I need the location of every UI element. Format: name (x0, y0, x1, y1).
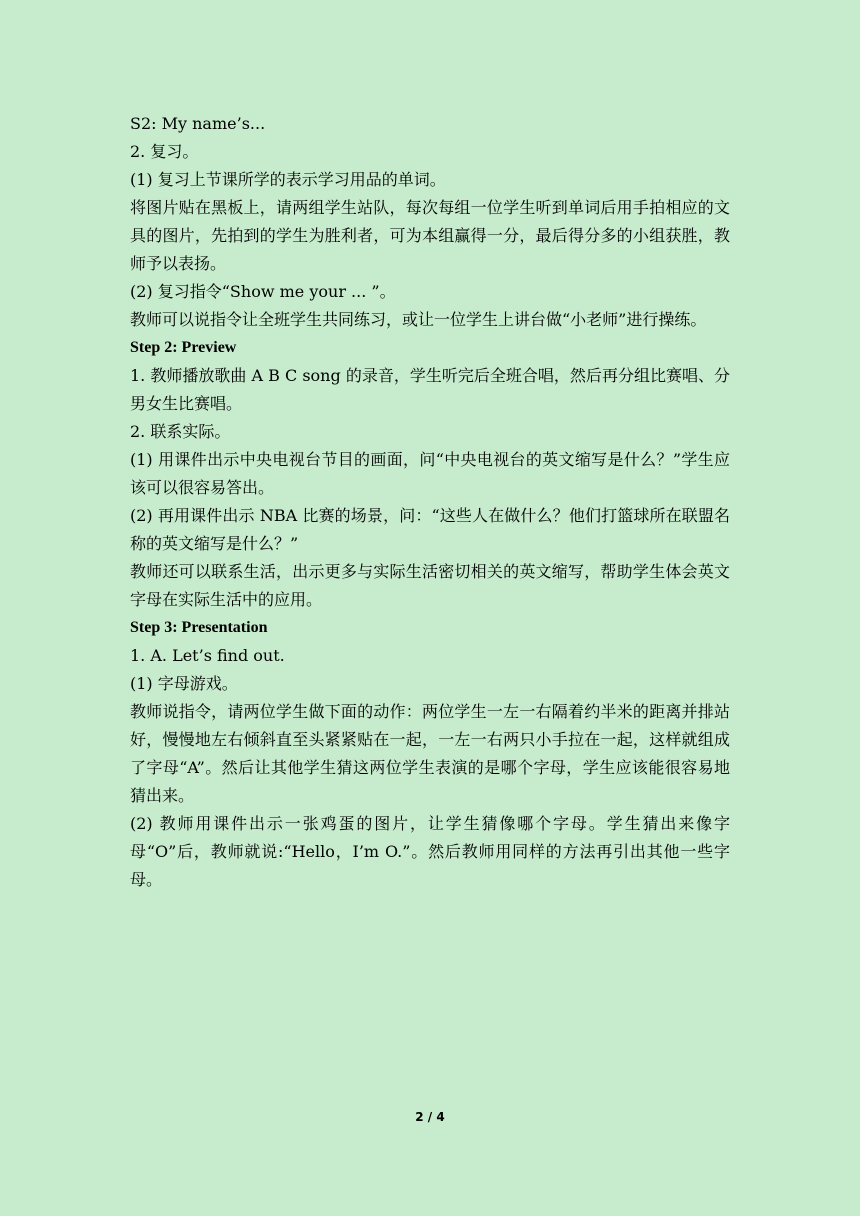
paragraph: 2. 复习。 (130, 142, 199, 161)
paragraph: (1) 用课件出示中央电视台节目的画面，问“中央电视台的英文缩写是什么？”学生应该可以很容易答出。 (130, 450, 730, 497)
section-heading: Step 3: Presentation (130, 619, 268, 636)
paragraph: (1) 字母游戏。 (130, 674, 238, 693)
paragraph: (2) 教师用课件出示一张鸡蛋的图片，让学生猜像哪个字母。学生猜出来像字母“O”后，教师就说:“Hello，I’m O.”。然后教师用同样的方法再引出其他一些字母。 (130, 814, 730, 889)
paragraph: 2. 联系实际。 (130, 422, 231, 441)
paragraph: 教师还可以联系生活，出示更多与实际生活密切相关的英文缩写，帮助学生体会英文字母在实际生活中的应用。 (130, 562, 730, 609)
paragraph: 将图片贴在黑板上，请两组学生站队，每次每组一位学生听到单词后用手拍相应的文具的图片，先拍到的学生为胜利者，可为本组赢得一分，最后得分多的小组获胜，教师予以表扬。 (130, 198, 730, 273)
page-number: 2 / 4 (415, 1110, 445, 1124)
paragraph: S2: My name’s... (130, 114, 266, 133)
paragraph: (2) 再用课件出示 NBA 比赛的场景，问：“这些人在做什么？他们打篮球所在联盟名称的英文缩写是什么？” (130, 506, 730, 553)
paragraph: 教师可以说指令让全班学生共同练习，或让一位学生上讲台做“小老师”进行操练。 (130, 310, 707, 329)
document-body (130, 110, 730, 894)
paragraph: (1) 复习上节课所学的表示学习用品的单词。 (130, 170, 446, 189)
paragraph: 1. A. Let’s find out. (130, 646, 285, 665)
paragraph: 教师说指令，请两位学生做下面的动作：两位学生一左一右隔着约半米的距离并排站好，慢慢地左右倾斜直至头紧紧贴在一起，一左一右两只小手拉在一起，这样就组成了字母“A”。然后让其他学生猜这两位学生表演的是哪个字母，学生应该能很容易地猜出来。 (130, 702, 730, 805)
paragraph: (2) 复习指令“Show me your ... ”。 (130, 282, 396, 301)
paragraph: 1. 教师播放歌曲 A B C song 的录音，学生听完后全班合唱，然后再分组比赛唱、分男女生比赛唱。 (130, 366, 730, 413)
section-heading: Step 2: Preview (130, 339, 237, 356)
